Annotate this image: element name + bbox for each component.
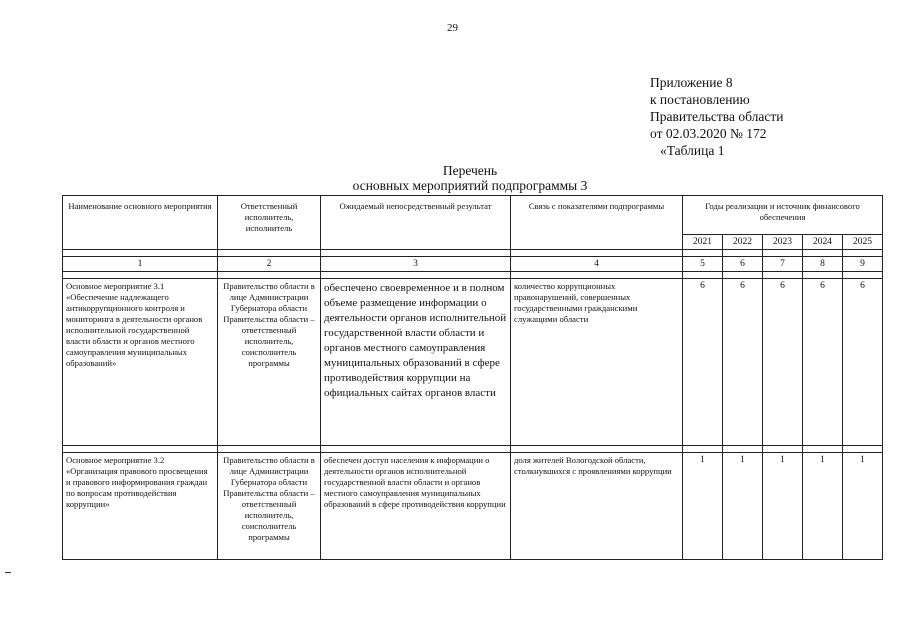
appendix-line: от 02.03.2020 № 172 xyxy=(650,126,767,141)
spacer-cell xyxy=(803,272,843,279)
spacer-cell xyxy=(63,446,218,453)
column-number: 8 xyxy=(803,257,843,272)
year-value-cell: 1 xyxy=(683,453,723,560)
header-responsible: Ответственный исполнитель, исполнитель xyxy=(218,196,321,250)
measure-cell: Основное мероприятие 3.2 «Организация правового просвещения и правового информирования граждан по вопросам противодействия коррупции» xyxy=(63,453,218,560)
year-value-cell: 1 xyxy=(763,453,803,560)
column-number: 7 xyxy=(763,257,803,272)
spacer-cell xyxy=(321,250,511,257)
spacer-row xyxy=(63,272,883,279)
spacer-cell xyxy=(803,446,843,453)
spacer-cell xyxy=(511,446,683,453)
spacer-cell xyxy=(321,446,511,453)
year-value-cell: 6 xyxy=(763,279,803,446)
responsible-cell: Правительство области в лице Администрации Губернатора области Правительства области – ответственный исполнитель, соисполнитель программы xyxy=(218,453,321,560)
measure-cell: Основное мероприятие 3.1 «Обеспечение надлежащего антикоррупционного контроля и мониторинга в деятельности органов исполнительной государственной власти области и органов местного самоуправления муниципальных образований» xyxy=(63,279,218,446)
appendix-note xyxy=(650,74,783,159)
header-years-group: Годы реализации и источник финансового обеспечения xyxy=(683,196,883,235)
heading-line: основных мероприятий подпрограммы 3 xyxy=(352,178,588,193)
margin-tick xyxy=(5,572,11,573)
spacer-cell xyxy=(723,250,763,257)
spacer-cell xyxy=(683,250,723,257)
table-row xyxy=(63,453,883,560)
column-number: 2 xyxy=(218,257,321,272)
spacer-cell xyxy=(683,272,723,279)
result-cell: обеспечен доступ населения к информации о деятельности органов исполнительной государственной власти области и органов местного самоуправления муниципальных образований в сфере противодействия коррупции xyxy=(321,453,511,560)
year-value-cell: 1 xyxy=(843,453,883,560)
column-number: 1 xyxy=(63,257,218,272)
header-measure: Наименование основного мероприятия xyxy=(63,196,218,250)
spacer-cell xyxy=(723,446,763,453)
appendix-line: Правительства области xyxy=(650,109,784,124)
spacer-cell xyxy=(218,250,321,257)
column-number: 4 xyxy=(511,257,683,272)
column-number: 5 xyxy=(683,257,723,272)
appendix-line: к постановлению xyxy=(650,92,750,107)
spacer-cell xyxy=(803,250,843,257)
header-year: 2024 xyxy=(803,235,843,250)
spacer-cell xyxy=(511,250,683,257)
header-year: 2025 xyxy=(843,235,883,250)
year-value-cell: 6 xyxy=(723,279,763,446)
header-year: 2022 xyxy=(723,235,763,250)
spacer-cell xyxy=(218,446,321,453)
spacer-cell xyxy=(843,250,883,257)
header-link: Связь с показателями подпрограммы xyxy=(511,196,683,250)
appendix-line: Приложение 8 xyxy=(650,75,733,90)
spacer-row xyxy=(63,446,883,453)
header-year: 2021 xyxy=(683,235,723,250)
spacer-row xyxy=(63,250,883,257)
result-cell: обеспечено своевременное и в полном объеме размещение информации о деятельности органов исполнительной государственной власти области и органов местного самоуправления муниципальных образований в сфере противодействия коррупции на официальных сайтах органов власти xyxy=(321,279,511,446)
column-number-row xyxy=(63,257,883,272)
column-number: 9 xyxy=(843,257,883,272)
spacer-cell xyxy=(321,272,511,279)
page-number: 29 xyxy=(447,22,458,34)
year-value-cell: 6 xyxy=(803,279,843,446)
spacer-cell xyxy=(763,446,803,453)
year-value-cell: 1 xyxy=(803,453,843,560)
header-year: 2023 xyxy=(763,235,803,250)
spacer-cell xyxy=(763,272,803,279)
column-number: 3 xyxy=(321,257,511,272)
table-label: «Таблица 1 xyxy=(660,143,725,158)
year-value-cell: 6 xyxy=(843,279,883,446)
spacer-cell xyxy=(843,446,883,453)
spacer-cell xyxy=(63,250,218,257)
spacer-cell xyxy=(63,272,218,279)
spacer-cell xyxy=(511,272,683,279)
spacer-cell xyxy=(218,272,321,279)
heading-line: Перечень xyxy=(442,163,498,178)
spacer-cell xyxy=(763,250,803,257)
spacer-cell xyxy=(683,446,723,453)
indicator-link-cell: количество коррупционных правонарушений, совершенных государственными гражданскими служащими области xyxy=(511,279,683,446)
year-value-cell: 1 xyxy=(723,453,763,560)
header-result: Ожидаемый непосредственный результат xyxy=(321,196,511,250)
spacer-cell xyxy=(843,272,883,279)
measures-table xyxy=(62,195,883,560)
responsible-cell: Правительство области в лице Администрации Губернатора области Правительства области – ответственный исполнитель, соисполнитель программы xyxy=(218,279,321,446)
column-number: 6 xyxy=(723,257,763,272)
year-value-cell: 6 xyxy=(683,279,723,446)
spacer-cell xyxy=(723,272,763,279)
indicator-link-cell: доля жителей Вологодской области, столкнувшихся с проявлениями коррупции xyxy=(511,453,683,560)
table-row xyxy=(63,279,883,446)
document-heading xyxy=(300,163,640,193)
